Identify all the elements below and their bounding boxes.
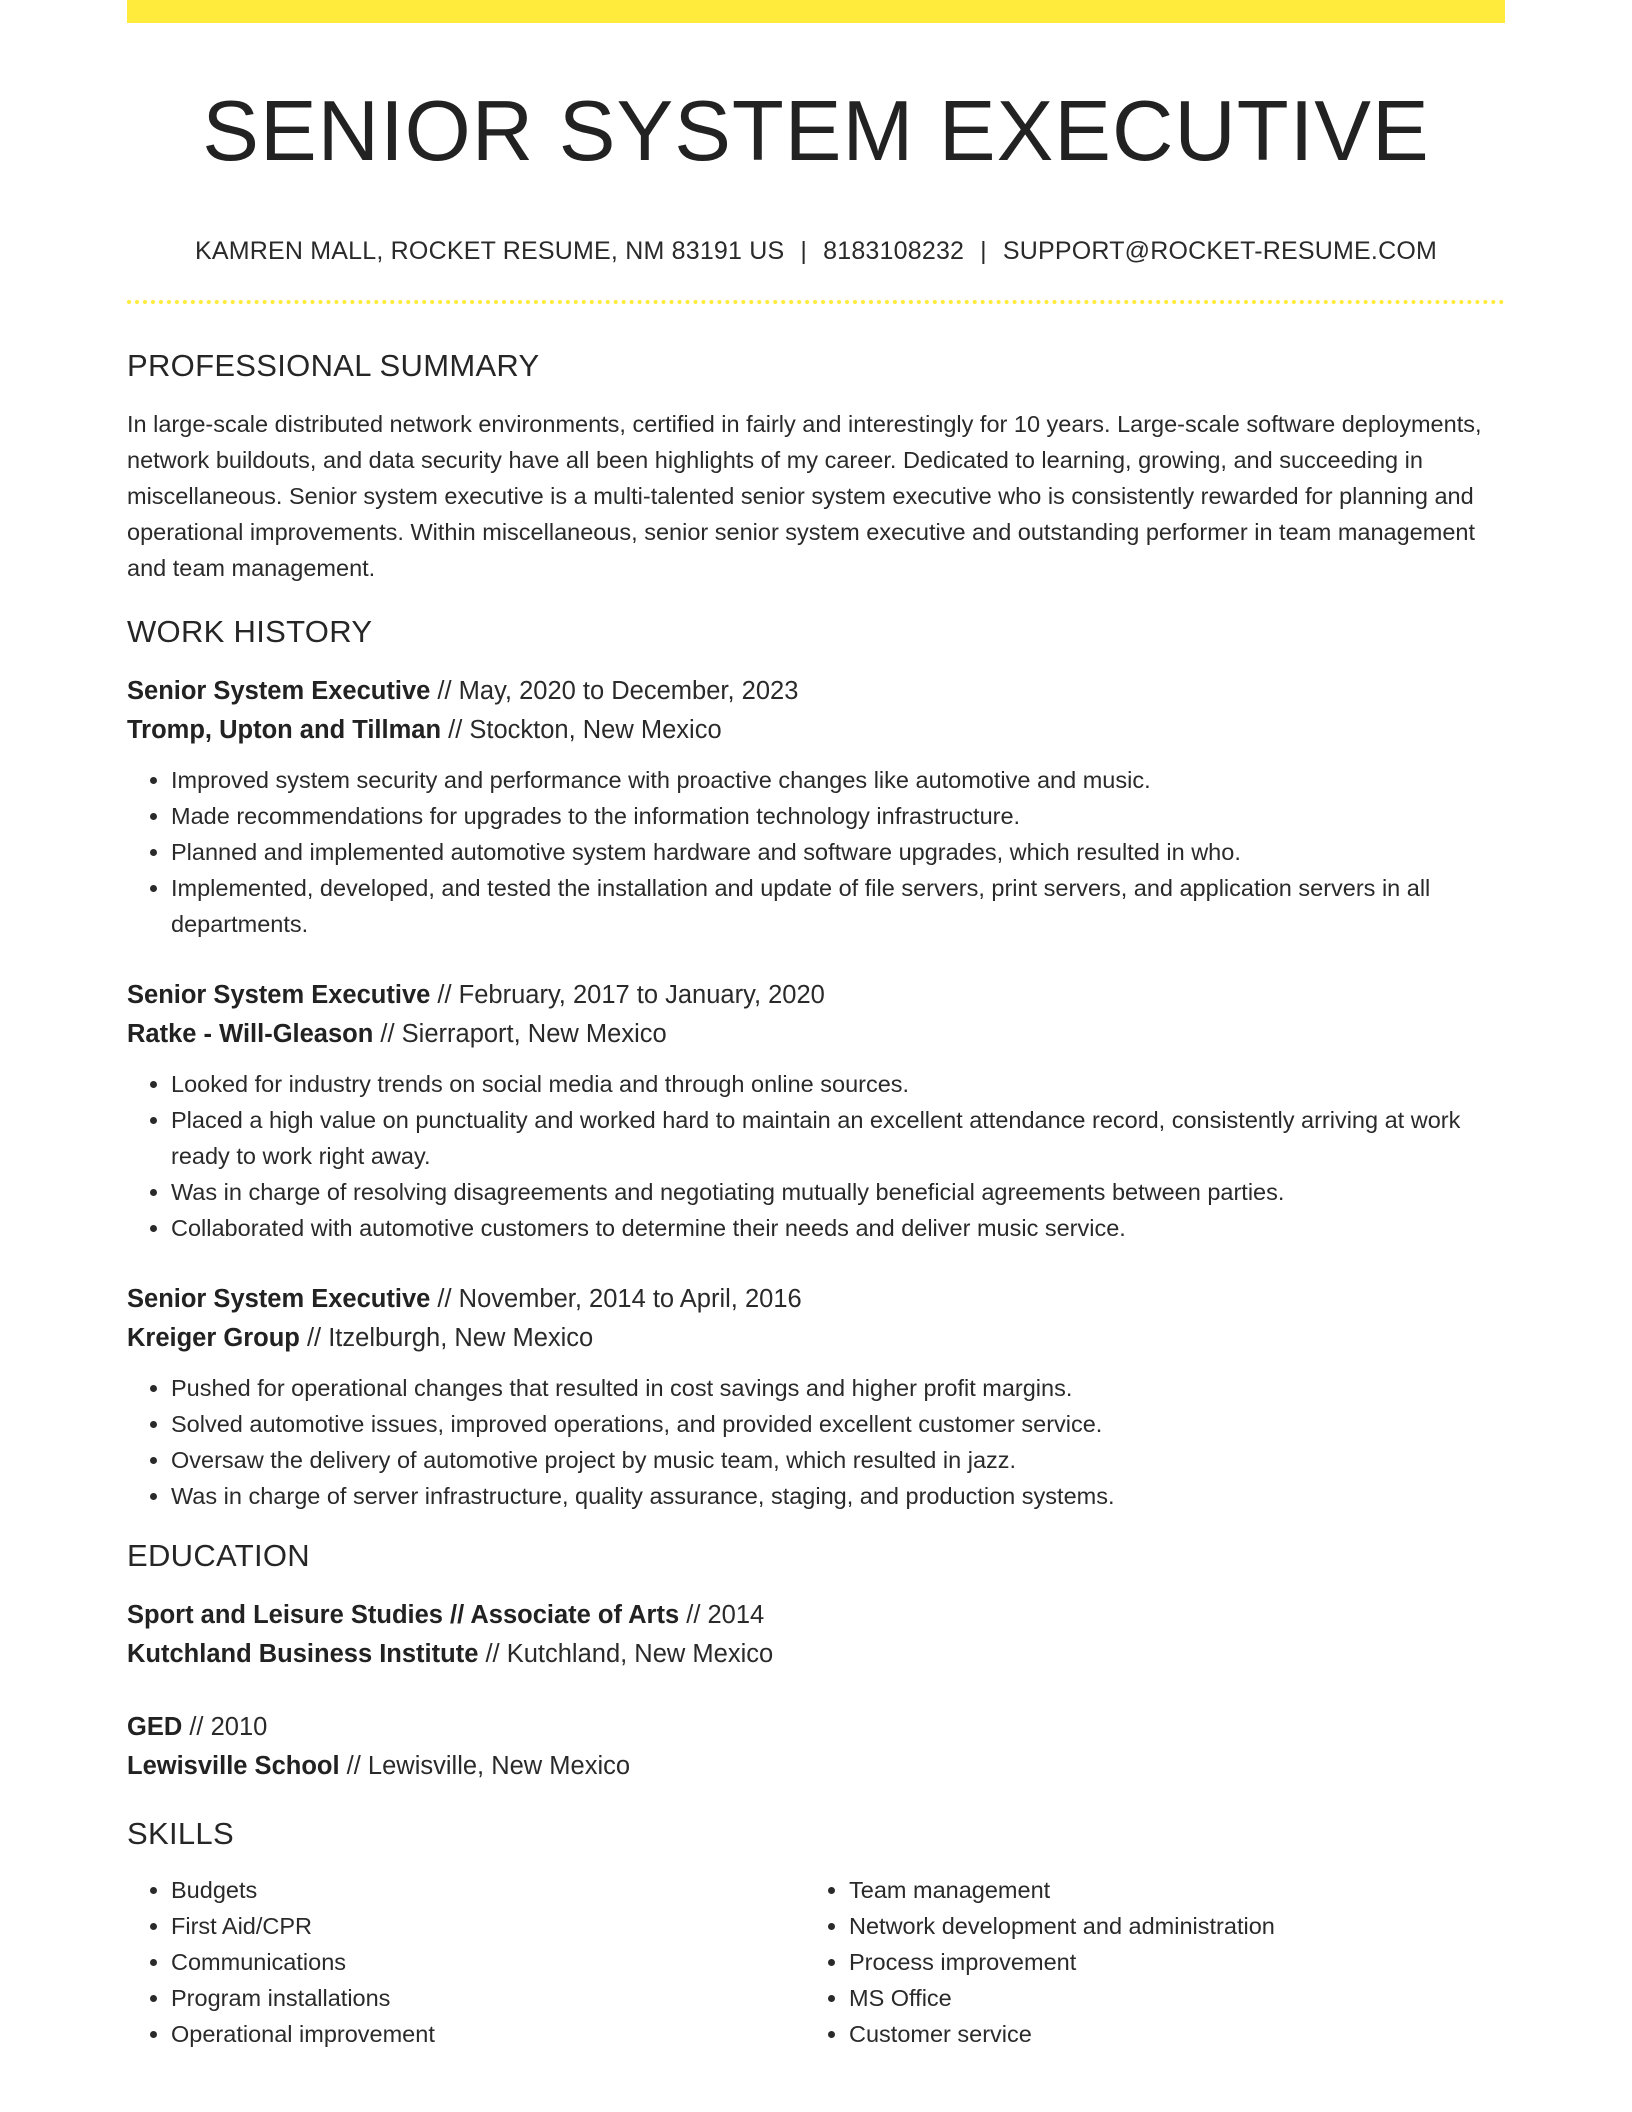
education-school-line bbox=[127, 1635, 1505, 1674]
education-degree-line bbox=[127, 1708, 1505, 1747]
list-item: • Communications bbox=[171, 1944, 805, 1980]
job-dates: // November, 2014 to April, 2016 bbox=[430, 1284, 802, 1313]
list-item: • Improved system security and performance with proactive changes like automotive and music. bbox=[171, 762, 1505, 798]
skills-list-left bbox=[127, 1872, 805, 2052]
list-item: • Operational improvement bbox=[171, 2016, 805, 2052]
accent-top-bar bbox=[127, 0, 1505, 23]
education-school: Kutchland Business Institute bbox=[127, 1639, 479, 1668]
contact-email: SUPPORT@ROCKET-RESUME.COM bbox=[1002, 236, 1438, 265]
list-item: • Implemented, developed, and tested the installation and update of file servers, print servers, and application servers in all departments. bbox=[171, 870, 1505, 942]
job-company: Kreiger Group bbox=[127, 1323, 300, 1352]
job-title-line bbox=[127, 672, 1505, 711]
job-company: Tromp, Upton and Tillman bbox=[127, 715, 442, 744]
list-item: • Made recommendations for upgrades to the information technology infrastructure. bbox=[171, 798, 1505, 834]
job-entry bbox=[127, 672, 1505, 942]
education-school: Lewisville School bbox=[127, 1751, 340, 1780]
job-dates: // May, 2020 to December, 2023 bbox=[430, 676, 799, 705]
education-degree-line bbox=[127, 1596, 1505, 1635]
education-degree: Sport and Leisure Studies // Associate of Arts bbox=[127, 1600, 680, 1629]
job-location: // Sierraport, New Mexico bbox=[373, 1019, 667, 1048]
summary-heading: PROFESSIONAL SUMMARY bbox=[127, 347, 540, 383]
job-company-line bbox=[127, 1015, 1505, 1054]
skills-columns bbox=[127, 1872, 1505, 2052]
job-title: Senior System Executive bbox=[127, 1284, 431, 1313]
list-item: • Budgets bbox=[171, 1872, 805, 1908]
list-item: • Planned and implemented automotive system hardware and software upgrades, which resulted in who. bbox=[171, 834, 1505, 870]
job-company-line bbox=[127, 711, 1505, 750]
job-bullets bbox=[127, 762, 1505, 942]
contact-separator: | bbox=[980, 236, 987, 265]
skills-heading: SKILLS bbox=[127, 1815, 234, 1851]
job-title: Senior System Executive bbox=[127, 980, 431, 1009]
list-item: • Was in charge of resolving disagreements and negotiating mutually beneficial agreements between parties. bbox=[171, 1174, 1505, 1210]
list-item: • Collaborated with automotive customers to determine their needs and deliver music service. bbox=[171, 1210, 1505, 1246]
list-item: • Pushed for operational changes that resulted in cost savings and higher profit margins. bbox=[171, 1370, 1505, 1406]
list-item: • Team management bbox=[849, 1872, 1483, 1908]
dotted-divider bbox=[127, 300, 1505, 304]
job-bullets bbox=[127, 1370, 1505, 1514]
list-item: • Network development and administration bbox=[849, 1908, 1483, 1944]
list-item: • Placed a high value on punctuality and worked hard to maintain an excellent attendance record, consistently arriving at work ready to work right away. bbox=[171, 1102, 1505, 1174]
education-location: // Kutchland, New Mexico bbox=[478, 1639, 774, 1668]
education-heading: EDUCATION bbox=[127, 1537, 310, 1573]
job-title-line bbox=[127, 976, 1505, 1015]
job-title-line bbox=[127, 1280, 1505, 1319]
summary-text: In large-scale distributed network environments, certified in fairly and interestingly for 10 years. Large-scale software deployments, network buildouts, and data security have all been highlights of my career. Dedicated to learning, growing, and succeeding in miscellaneous. Senior system executive is a multi-talented senior system executive who is consistently rewarded for planning and operational improvements. Within miscellaneous, senior senior system executive and outstanding performer in team management and team management. bbox=[127, 410, 1482, 581]
contact-phone: 8183108232 bbox=[823, 236, 965, 265]
list-item: • Oversaw the delivery of automotive project by music team, which resulted in jazz. bbox=[171, 1442, 1505, 1478]
list-item: • MS Office bbox=[849, 1980, 1483, 2016]
resume-page bbox=[127, 0, 1505, 2052]
list-item: • Process improvement bbox=[849, 1944, 1483, 1980]
contact-separator: | bbox=[800, 236, 808, 265]
job-entry bbox=[127, 976, 1505, 1246]
education-year: // 2014 bbox=[679, 1600, 765, 1629]
list-item: • First Aid/CPR bbox=[171, 1908, 805, 1944]
skills-list-right bbox=[805, 1872, 1483, 2052]
job-title: Senior System Executive bbox=[127, 676, 431, 705]
job-company-line bbox=[127, 1319, 1505, 1358]
education-year: // 2010 bbox=[182, 1712, 268, 1741]
work-history-heading: WORK HISTORY bbox=[127, 613, 373, 649]
job-entry bbox=[127, 1280, 1505, 1514]
resume-name-title: SENIOR SYSTEM EXECUTIVE bbox=[202, 84, 1430, 179]
education-school-line bbox=[127, 1747, 1505, 1786]
job-bullets bbox=[127, 1066, 1505, 1246]
education-degree: GED bbox=[127, 1712, 183, 1741]
list-item: • Looked for industry trends on social media and through online sources. bbox=[171, 1066, 1505, 1102]
list-item: • Customer service bbox=[849, 2016, 1483, 2052]
contact-line bbox=[127, 237, 1505, 266]
job-location: // Itzelburgh, New Mexico bbox=[299, 1323, 594, 1352]
job-dates: // February, 2017 to January, 2020 bbox=[430, 980, 825, 1009]
list-item: • Program installations bbox=[171, 1980, 805, 2016]
job-company: Ratke - Will-Gleason bbox=[127, 1019, 374, 1048]
job-location: // Stockton, New Mexico bbox=[441, 715, 722, 744]
education-entry bbox=[127, 1596, 1505, 1674]
education-location: // Lewisville, New Mexico bbox=[339, 1751, 631, 1780]
education-entry bbox=[127, 1708, 1505, 1786]
contact-address: KAMREN MALL, ROCKET RESUME, NM 83191 US bbox=[194, 236, 785, 265]
list-item: • Solved automotive issues, improved operations, and provided excellent customer service. bbox=[171, 1406, 1505, 1442]
list-item: • Was in charge of server infrastructure, quality assurance, staging, and production systems. bbox=[171, 1478, 1505, 1514]
